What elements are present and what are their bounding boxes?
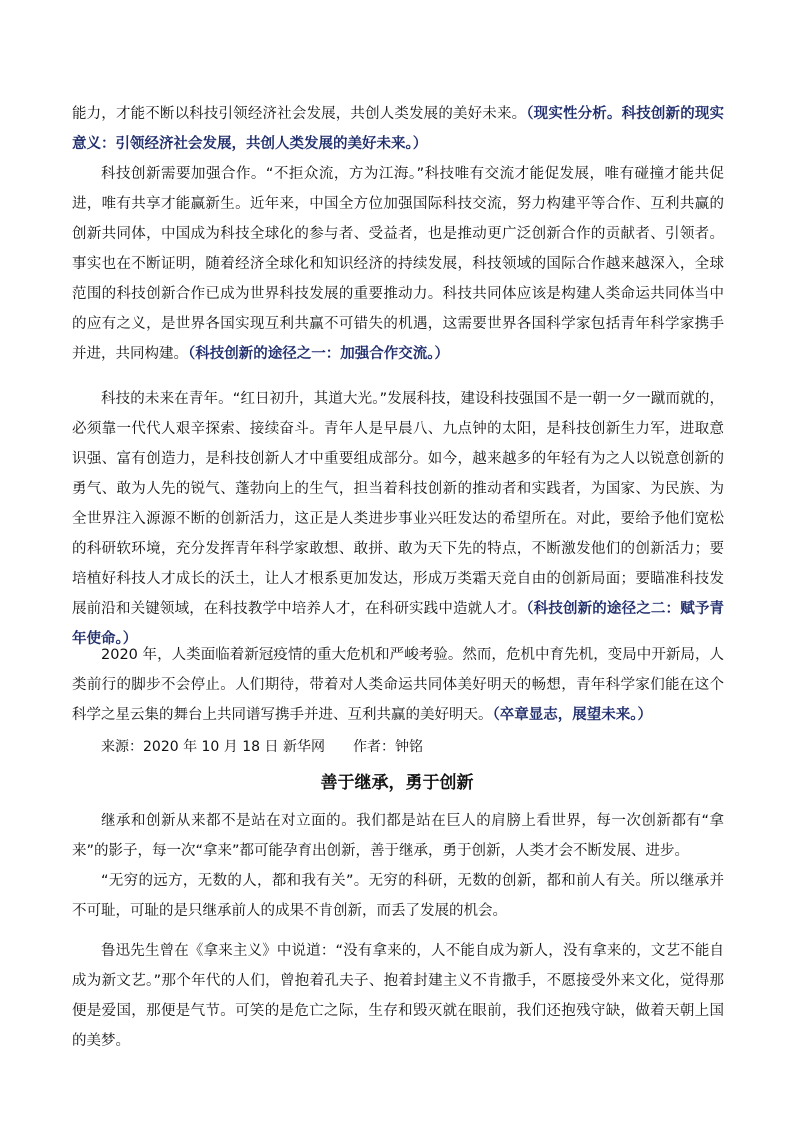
paragraph-inherit-innovate: 继承和创新从来都不是站在对立面的。我们都是站在巨人的肩膀上看世界，每一次创新都有“拿来”的影子，每一次“拿来”都可能孕育出创新，善于继承，勇于创新，人类才会不断发展、进步。 — [72, 813, 724, 859]
paragraph-cooperation — [72, 159, 724, 369]
author-label: 作者：钟铭 — [352, 739, 423, 755]
paragraph-text: 能力，才能不断以科技引领经济社会发展，共创人类发展的美好未来。 — [72, 106, 527, 122]
paragraph-lu-xun: 鲁迅先生曾在《拿来主义》中说道：“没有拿来的，人不能自成为新人，没有拿来的，文艺不能自成为新文艺。”那个年代的人们，曾抱着孔夫子、抱着封建主义不肯撒手，不愿接受外来文化，觉得那便是爱国，那便是气节。可笑的是危亡之际，生存和毁灭就在眼前，我们还抱残守缺，做着天朝上国的美梦。 — [72, 943, 724, 1049]
annotation-note: （科技创新的途径之二：赋予青年使命。） — [72, 601, 725, 647]
annotation-note: （卒章显志，展望未来。） — [492, 707, 652, 723]
paragraph-text: 2020 年，人类面临着新冠疫情的重大危机和严峻考验。然而，危机中育先机，变局中开新局，人类前行的脚步不会停止。人们期待，带着对人类命运共同体美好明天的畅想，青年科学家们能在这个科学之星云集的舞台上共同谱写携手并进、互利共赢的美好明天。 — [72, 647, 724, 723]
source-line — [101, 734, 451, 760]
paragraph-text: 科技创新需要加强合作。“不拒众流，方为江海。”科技唯有交流才能促发展，唯有碰撞才能共促进，唯有共享才能赢新生。近年来，中国全方位加强国际科技交流，努力构建平等合作、互利共赢的创新共同体，中国成为科技全球化的参与者、受益者，也是推动更广泛创新合作的贡献者、引领者。事实也在不断证明，随着经济全球化和知识经济的持续发展，科技领域的国际合作越来越深入，全球范围的科技创新合作已成为世界科技发展的重要推动力。科技共同体应该是构建人类命运共同体当中的应有之义，是世界各国实现互利共赢不可错失的机遇，这需要世界各国科学家包括青年科学家携手并进，共同构建。 — [72, 166, 724, 362]
paragraph-reality-analysis — [72, 99, 724, 159]
paragraph-youth — [72, 384, 724, 654]
article-title: 善于继承，勇于创新 — [320, 773, 474, 793]
paragraph-quote: “无穷的远方，无数的人，都和我有关”。无穷的科研，无数的创新，都和前人有关。所以继承并不可耻，可耻的是只继承前人的成果不肯创新，而丢了发展的机会。 — [72, 873, 724, 919]
annotation-note: （科技创新的途径之一：加强合作交流。） — [188, 346, 449, 362]
annotation-note: （现实性分析。科技创新的现实意义：引领经济社会发展，共创人类发展的美好未来。） — [72, 106, 725, 152]
paragraph-text: 科技的未来在青年。“红日初升，其道大光。”发展科技，建设科技强国不是一朝一夕一蹴而就的，必须靠一代代人艰辛探索、接续奋斗。青年人是早晨八、九点钟的太阳，是科技创新生力军，进取意识强、富有创造力，是科技创新人才中重要组成部分。如今，越来越多的年轻有为之人以锐意创新的勇气、敢为人先的锐气、蓬勃向上的生气，担当着科技创新的推动者和实践者，为国家、为民族、为全世界注入源源不断的创新活力，这正是人类进步事业兴旺发达的希望所在。对此，要给予他们宽松的科研软环境，充分发挥青年科学家敢想、敢拼、敢为天下先的特点，不断激发他们的创新活力；要培植好科技人才成长的沃土，让人才根系更加发达，形成万类霜天竞自由的创新局面；要瞄准科技发展前沿和关键领域，在科技教学中培养人才，在科研实践中造就人才。 — [72, 391, 724, 617]
source-label: 来源：2020 年 10 月 18 日 新华网 — [101, 739, 325, 755]
paragraph-outlook — [72, 640, 724, 730]
